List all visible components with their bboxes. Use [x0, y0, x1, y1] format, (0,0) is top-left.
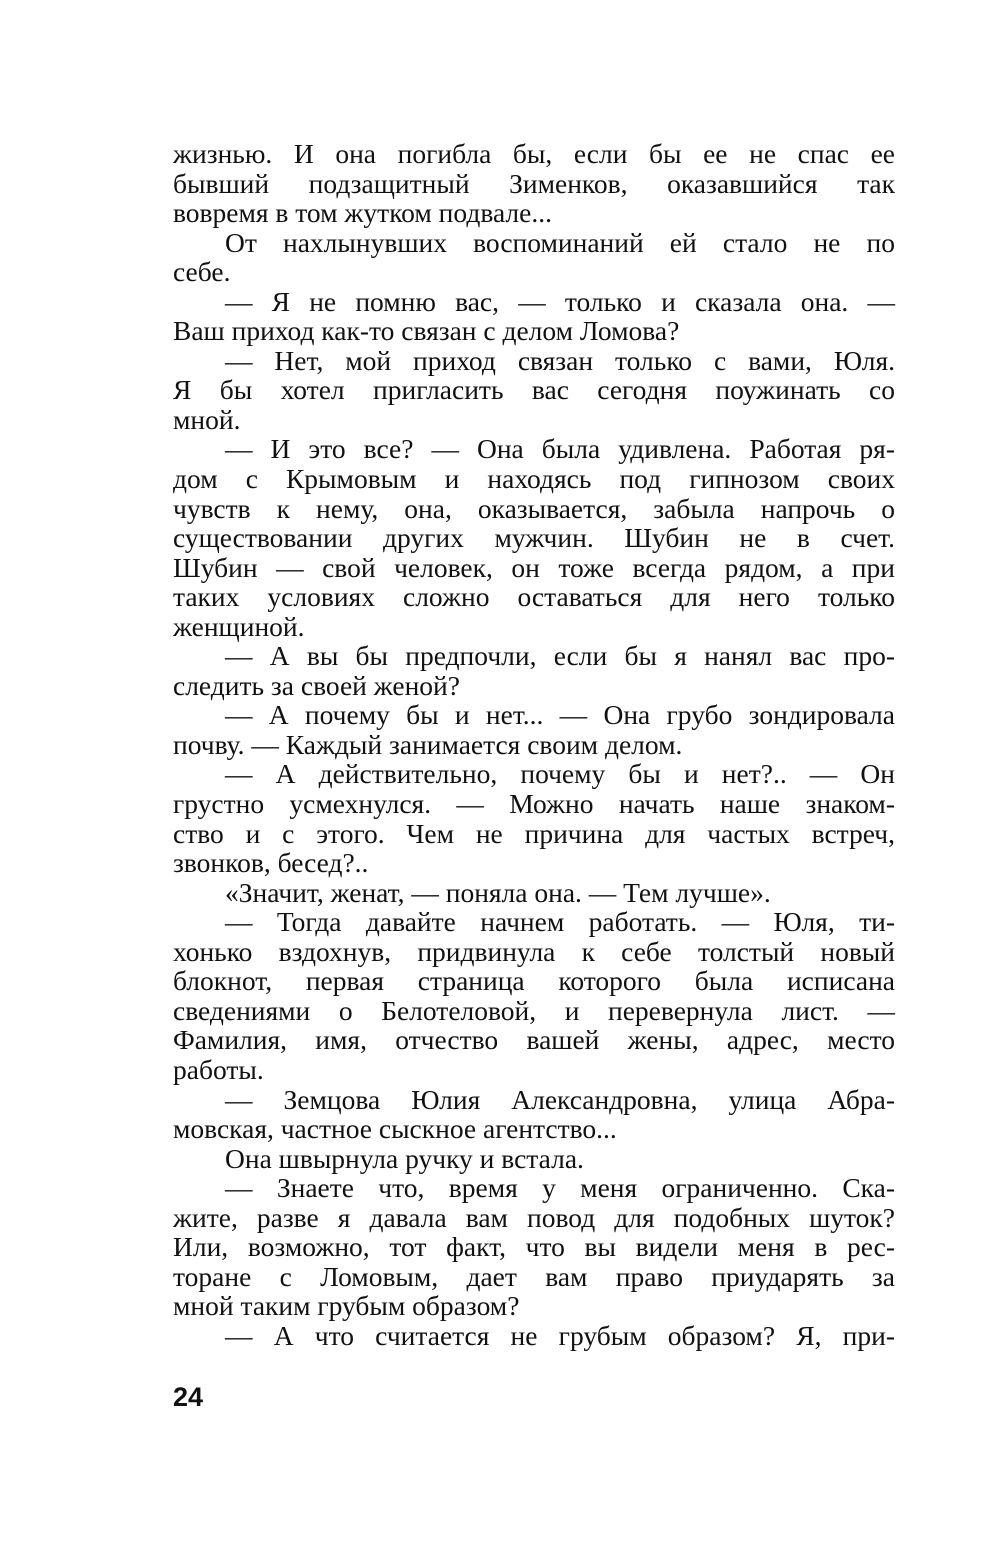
text-line: Или, возможно, тот факт, что вы видели меня в рес-	[173, 1231, 895, 1263]
text-line: вовремя в том жутком подвале...	[173, 197, 552, 229]
body-text	[173, 139, 895, 1350]
text-line: существовании других мужчин. Шубин не в счет.	[173, 522, 895, 554]
text-line: жизнью. И она погибла бы, если бы ее не спас ее	[173, 138, 895, 169]
page-number: 24	[173, 1382, 204, 1412]
text-line: — Нет, мой приход связан только с вами, Юля.	[225, 344, 895, 376]
text-line: мной таким грубым образом?	[173, 1290, 520, 1322]
text-line: хонько вздохнув, придвинула к себе толстый новый	[173, 935, 895, 967]
text-line: — А действительно, почему бы и нет?.. — Он	[225, 758, 895, 790]
text-line: Ваш приход как-то связан с делом Ломова?	[173, 315, 680, 347]
text-line: блокнот, первая страница которого была исписана	[173, 965, 895, 997]
text-line: — А вы бы предпочли, если бы я нанял вас про-	[225, 640, 895, 672]
text-line: себе.	[173, 256, 231, 288]
text-line: ство и с этого. Чем не причина для частых встреч,	[173, 817, 895, 849]
text-line: работы.	[173, 1053, 264, 1085]
text-line: почву. — Каждый занимается своим делом.	[173, 728, 683, 760]
text-line: — Я не помню вас, — только и сказала она. —	[225, 285, 895, 317]
text-line: сведениями о Белотеловой, и перевернула лист. —	[173, 994, 895, 1026]
text-line: — Земцова Юлия Александровна, улица Абра-	[225, 1083, 895, 1115]
text-line: мовская, частное сыскное агентство...	[173, 1113, 617, 1145]
text-line: От нахлынувших воспоминаний ей стало не по	[225, 226, 895, 258]
text-line: дом с Крымовым и находясь под гипнозом своих	[173, 463, 895, 495]
text-line: женщиной.	[173, 610, 305, 642]
text-line: грустно усмехнулся. — Можно начать наше знаком-	[173, 788, 895, 820]
text-line: «Значит, женат, — поняла она. — Тем лучше».	[225, 876, 771, 908]
text-line: таких условиях сложно оставаться для него только	[173, 581, 895, 613]
text-line: — И это все? — Она была удивлена. Работая ря-	[225, 433, 895, 465]
text-line: Я бы хотел пригласить вас сегодня поужинать со	[173, 374, 895, 406]
text-line: бывший подзащитный Зименков, оказавшийся так	[173, 167, 895, 199]
text-line: Фамилия, имя, отчество вашей жены, адрес, место	[173, 1024, 895, 1056]
text-line: — А почему бы и нет... — Она грубо зондировала	[225, 699, 895, 731]
text-line: звонков, бесед?..	[173, 847, 369, 879]
text-line: чувств к нему, она, оказывается, забыла напрочь о	[173, 492, 895, 524]
text-line: мной.	[173, 403, 241, 435]
text-line: следить за своей женой?	[173, 669, 460, 701]
text-line: — А что считается не грубым образом? Я, при-	[225, 1319, 895, 1351]
text-line: жите, разве я давала вам повод для подобных шуток?	[173, 1201, 895, 1233]
text-line: — Тогда давайте начнем работать. — Юля, ти-	[225, 906, 895, 938]
text-line: — Знаете что, время у меня ограниченно. Ска-	[225, 1172, 895, 1204]
text-line: торане с Ломовым, дает вам право приударять за	[173, 1260, 895, 1292]
text-line: Шубин — свой человек, он тоже всегда рядом, а при	[173, 551, 895, 583]
text-line: Она швырнула ручку и встала.	[225, 1142, 584, 1174]
